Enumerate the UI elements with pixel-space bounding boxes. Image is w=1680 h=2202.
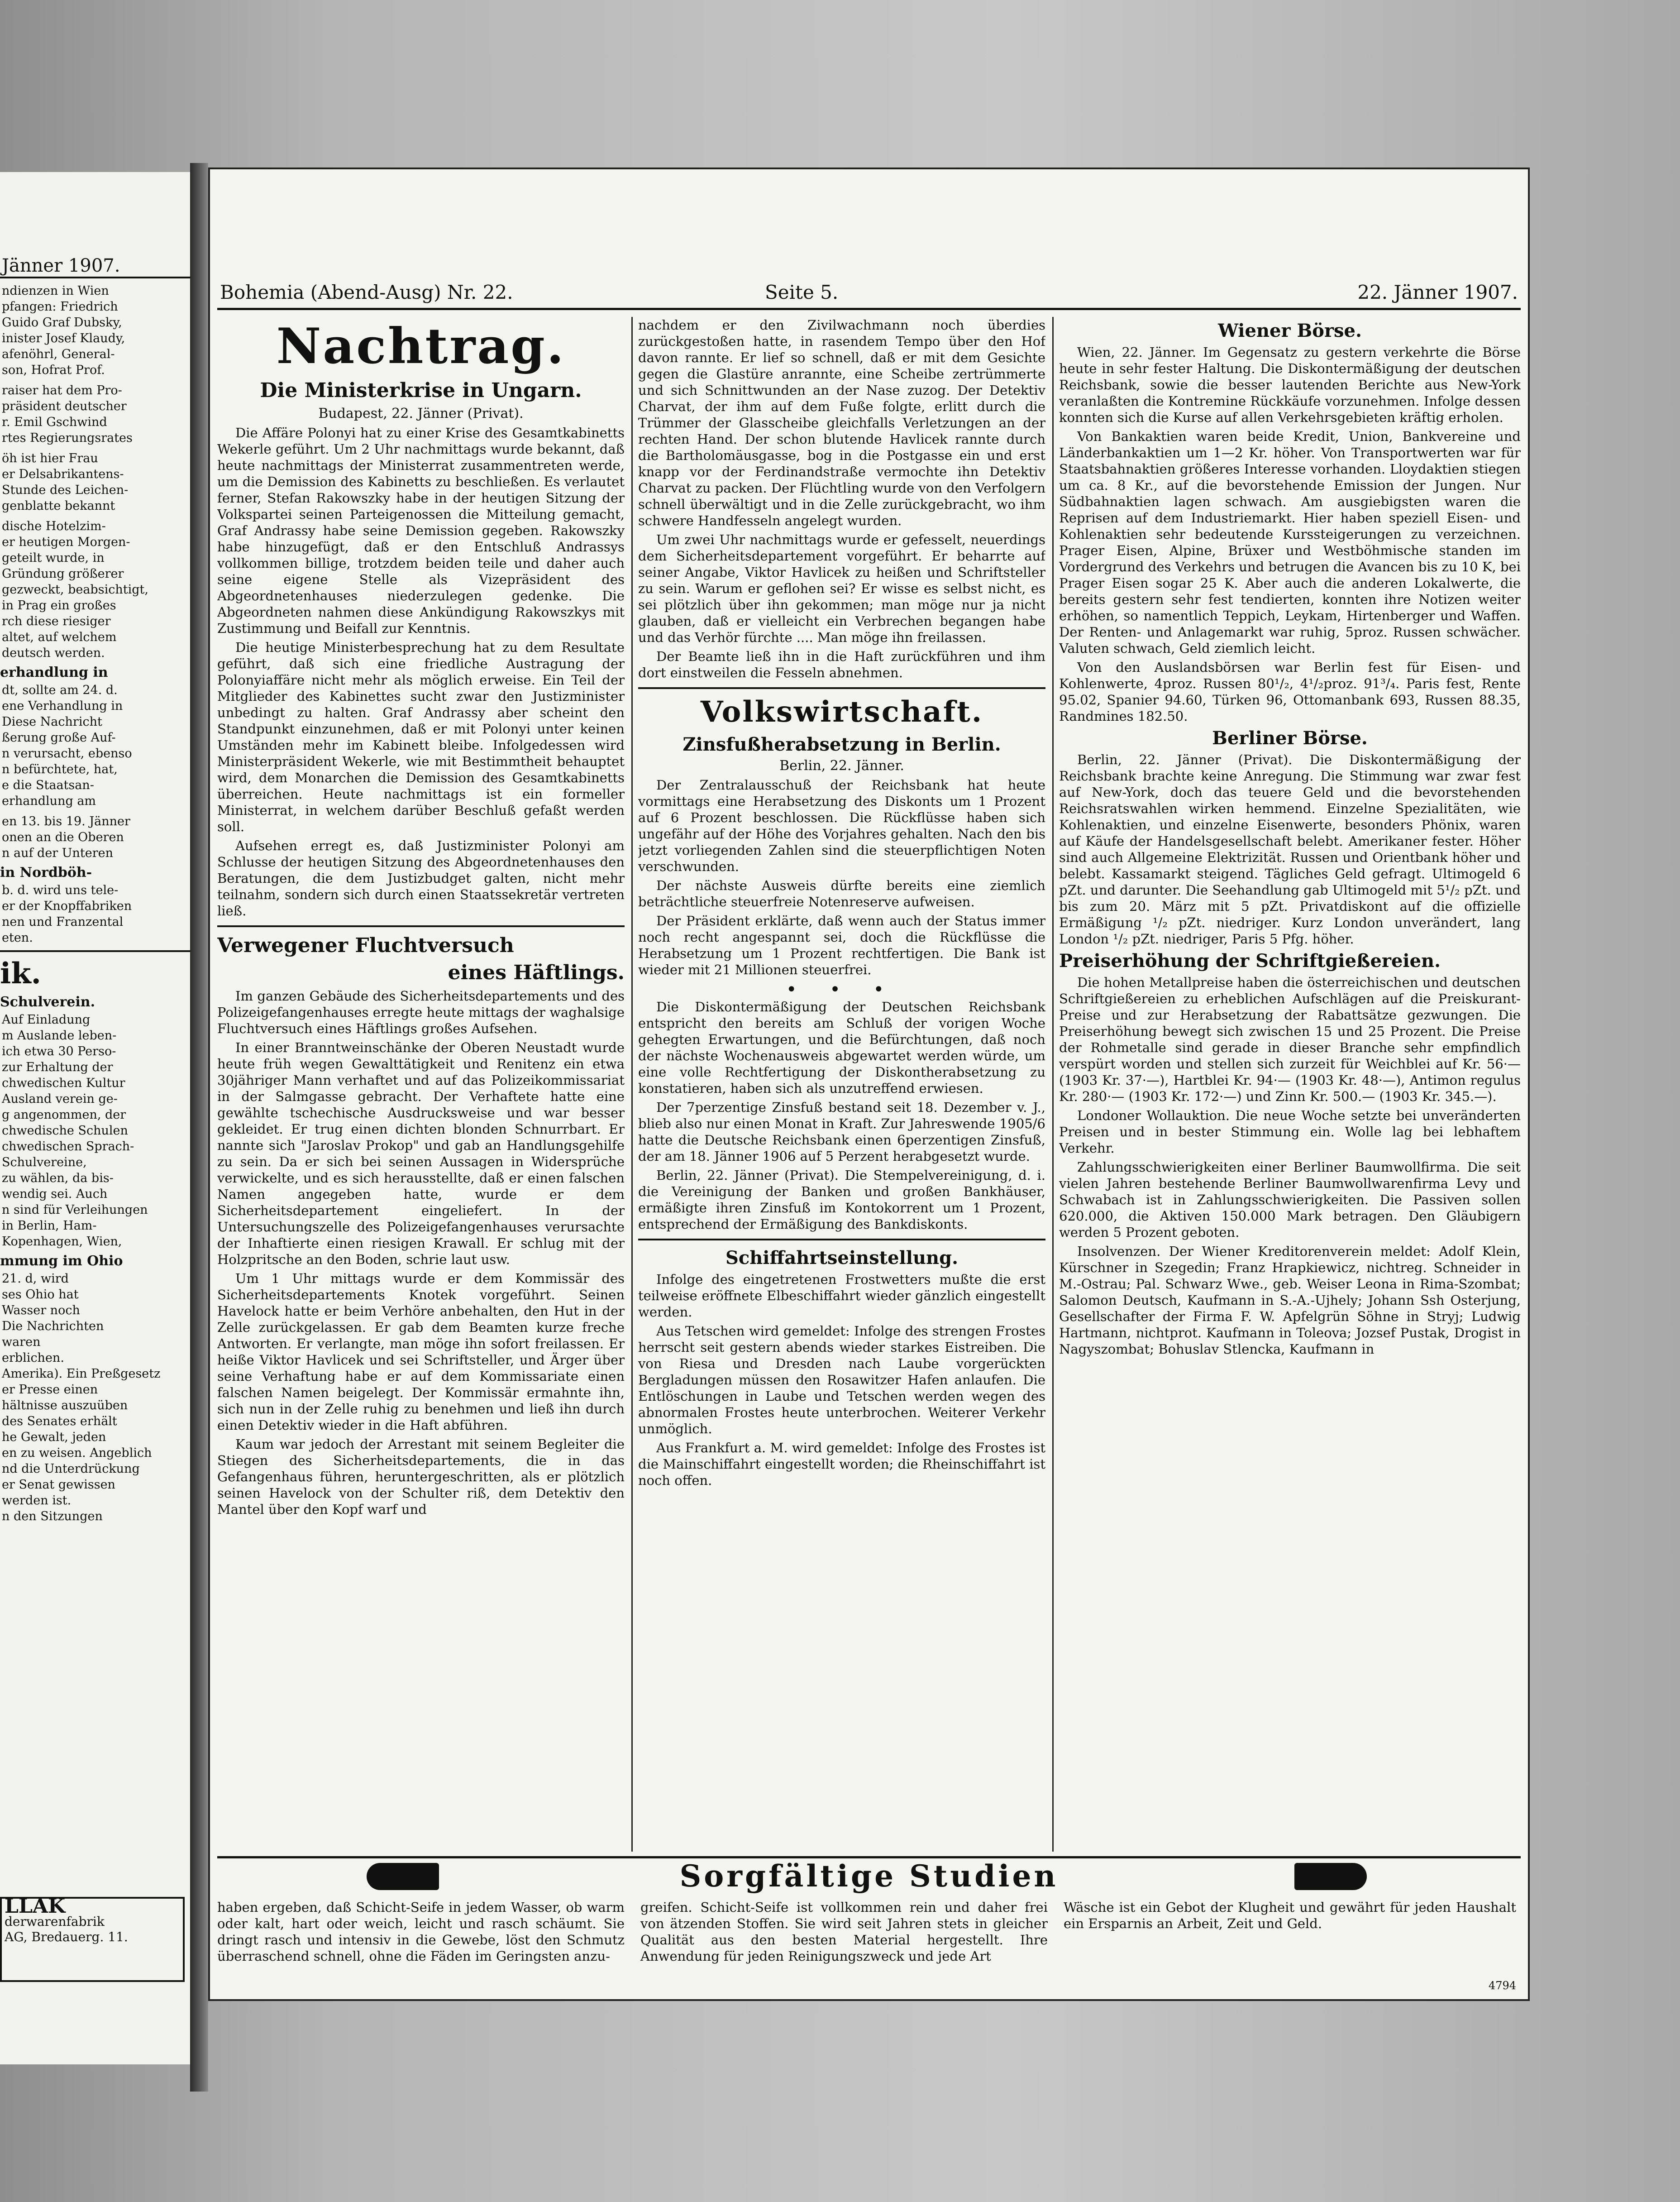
ad-column: haben ergeben, daß Schicht-Seife in jedem Wasser, ob warm oder kalt, hart oder weich, leicht und rasch schäumt. Sie dringt rasch und intensiv in die Gewebe, löst den Schmutz überraschend schnell, ohne die Fäden im Geringsten anzu- bbox=[217, 1900, 625, 1964]
left-page-line: er Senat gewissen bbox=[2, 1478, 115, 1492]
left-page-block bbox=[0, 882, 190, 946]
left-page-subhead: mmung im Ohio bbox=[0, 1253, 123, 1269]
left-page-line: des Senates erhält bbox=[2, 1414, 117, 1428]
flucht-heading-2: eines Häftlings. bbox=[448, 961, 625, 984]
left-page-line: gezweckt, beabsichtigt, bbox=[2, 583, 148, 597]
left-page-line: er heutigen Morgen- bbox=[2, 535, 130, 549]
berliner-boerse-heading: Berliner Börse. bbox=[1212, 728, 1368, 749]
article-paragraph: Wien, 22. Jänner. Im Gegensatz zu gestern verkehrte die Börse heute in sehr fester Haltung. Die Diskontermäßigung der deutschen Reichsbank, sowie die besser lautenden Berichte aus New-York veranlaßten die Kontremine Rückkäufe vorzunehmen. Infolge dessen konnten sich die Kurse auf allen Verkehrsgebieten kräftig erholen. bbox=[1059, 345, 1521, 425]
left-page-subhead: erhandlung in bbox=[0, 665, 108, 680]
left-page-line: m Auslande leben- bbox=[2, 1029, 117, 1043]
left-page-line: zur Erhaltung der bbox=[2, 1060, 113, 1074]
left-page-line: Kopenhagen, Wien, bbox=[2, 1235, 122, 1249]
left-page-line: nen und Franzental bbox=[2, 915, 124, 929]
zinsfuss-heading: Zinsfußherabsetzung in Berlin. bbox=[682, 734, 1001, 755]
left-page-block bbox=[0, 383, 190, 446]
article-paragraph: Zahlungsschwierigkeiten einer Berliner Baumwollfirma. Die seit vielen Jahren bestehende Berliner Baumwollwarenfirma Levy und Schwabach ist in Zahlungsschwierigkeiten. Die Passiven sollen 620.000, die Aktiven 150.000 Mark betragen. Den Gläubigern werden 5 Prozent geboten. bbox=[1059, 1159, 1521, 1240]
left-page-line: r. Emil Gschwind bbox=[2, 415, 107, 429]
left-page-line: ndienzen in Wien bbox=[2, 284, 109, 298]
left-page-line: Stunde des Leichen- bbox=[2, 483, 129, 497]
article-paragraph: Insolvenzen. Der Wiener Kreditorenverein meldet: Adolf Klein, Kürschner in Szegedin; Franz Hrapkiewicz, nichtreg. Schneider in M.-Ostrau; Pal. Schwarz Wwe., geb. Weiser Leona in Rima-Szombat; Salomon Deutsch, Kaufmann in S.-A.-Ujhely; Johann Ssh Osterjung, Gesellschafter der Firma F. W. Apfelgrün Söhne in Stryj; Ludwig Hartmann, nichtprot. Kaufmann in Toleova; Jozsef Pustak, Drogist in Nagyszombat; Bohuslav Stlencka, Kaufmann in bbox=[1059, 1244, 1521, 1357]
header-right: 22. Jänner 1907. bbox=[1357, 281, 1518, 303]
article-paragraph: Um zwei Uhr nachmittags wurde er gefesselt, neuerdings dem Sicherheitsdepartement vorgeführt. Er beharrte auf seiner Angabe, Viktor Havlicek zu heißen und Schriftsteller zu sein. Warum er geflohen sei? Er wisse es selbst nicht, es sei plötzlich über ihn gekommen; man möge nur ja nicht glauben, daß er vielleicht ein Verbrechen begangen habe und das Verhör fürchte .... Man möge ihn freilassen. bbox=[638, 532, 1045, 645]
left-page-line: dische Hotelzim- bbox=[2, 519, 106, 533]
left-page-date: Jänner 1907. bbox=[2, 255, 120, 276]
ad-line: LLAK bbox=[5, 1895, 66, 1918]
column-2 bbox=[638, 317, 1045, 1852]
left-page-line: onen an die Oberen bbox=[2, 830, 124, 844]
left-page-subhead: in Nordböh- bbox=[0, 865, 92, 881]
schiffahrt-heading: Schiffahrtseinstellung. bbox=[725, 1247, 959, 1269]
article-paragraph: Der Zentralausschuß der Reichsbank hat heute vormittags eine Herabsetzung des Diskonts um 1 Prozent auf 6 Prozent beschlossen. Die Rückflüsse haben sich ungefähr auf der Höhe des Vorjahres gehalten. Nach den bis jetzt vorliegenden Zahlen sind die steuerpflichtigen Noten verschwunden. bbox=[638, 777, 1045, 874]
article-paragraph: Die Diskontermäßigung der Deutschen Reichsbank entspricht den bereits am Schluß der vorigen Woche gehegten Erwartungen, und die Befürchtungen, daß noch der nächste Wochenausweis abgewartet werden würde, um eine volle Rechtfertigung der Diskontherabsetzung zu konstatieren, haben sich als unzutreffend erwiesen. bbox=[638, 999, 1045, 1096]
left-page-line: ßerung große Auf- bbox=[2, 731, 116, 745]
ad-line: AG, Bredauerg. 11. bbox=[5, 1929, 128, 1944]
left-page-heading: ik. bbox=[0, 957, 41, 991]
left-page-line: in Berlin, Ham- bbox=[2, 1219, 97, 1233]
left-page-line: chwedischen Kultur bbox=[2, 1076, 125, 1090]
pointing-hand-icon bbox=[367, 1863, 439, 1890]
header-center: Seite 5. bbox=[765, 281, 839, 303]
left-page-line: er Presse einen bbox=[2, 1383, 98, 1397]
left-page-block bbox=[0, 682, 190, 809]
left-page-line: ses Ohio hat bbox=[2, 1288, 79, 1302]
advertisement-box bbox=[0, 1897, 185, 1982]
left-page-line: geteilt wurde, in bbox=[2, 551, 105, 565]
left-page-line: Auf Einladung bbox=[2, 1013, 91, 1027]
article-paragraph: Infolge des eingetretenen Frostwetters mußte die erst teilweise eröffnete Elbeschiffahrt wieder gänzlich eingestellt werden. bbox=[638, 1272, 1045, 1320]
left-page-line: he Gewalt, jeden bbox=[2, 1430, 106, 1444]
left-page-line: Schulvereine, bbox=[2, 1155, 87, 1169]
article-paragraph: Der Präsident erklärte, daß wenn auch der Status immer noch recht angespannt sei, doch die Rückflüsse die Herabsetzung um 1 Prozent rechtfertigen. Die Bank ist wieder mit 21 Millionen steuerfrei. bbox=[638, 913, 1045, 977]
article-paragraph: Berlin, 22. Jänner (Privat). Die Stempelvereinigung, d. i. die Vereinigung der Banken und großen Bankhäuser, ermäßigte ihren Zinsfuß im Kontokorrent um 1 Prozent, entsprechend der Ermäßigung des Bankdiskonts. bbox=[638, 1168, 1045, 1232]
left-page-block bbox=[0, 814, 190, 861]
left-page-line: dt, sollte am 24. d. bbox=[2, 683, 118, 697]
left-page-subhead: Schulverein. bbox=[0, 994, 95, 1010]
left-page-line: chwedische Schulen bbox=[2, 1124, 128, 1138]
left-page-block bbox=[0, 283, 190, 378]
header-left: Bohemia (Abend-Ausg) Nr. 22. bbox=[220, 281, 513, 303]
left-page-line: n den Sitzungen bbox=[2, 1509, 103, 1523]
left-page-line: afenöhrl, General- bbox=[2, 347, 115, 361]
left-page-line: waren bbox=[2, 1335, 41, 1349]
left-page-fragment bbox=[0, 172, 193, 2064]
left-page-line: Wasser noch bbox=[2, 1303, 80, 1317]
left-page-line: pfangen: Friedrich bbox=[2, 300, 118, 314]
left-page-line: er Delsabrikantens- bbox=[2, 467, 124, 481]
left-page-line: chwedischen Sprach- bbox=[2, 1139, 134, 1154]
flucht-heading: Verwegener Fluchtversuch bbox=[217, 934, 514, 957]
left-page-line: n verursacht, ebenso bbox=[2, 747, 132, 761]
left-page-line: e die Staatsan- bbox=[2, 778, 94, 792]
pointing-hand-icon bbox=[1294, 1863, 1367, 1890]
article-paragraph: In einer Branntweinschänke der Oberen Neustadt wurde heute früh wegen Gewalttätigkeit und Renitenz ein etwa 30jähriger Mann verhaftet und auf das Polizeikommissariat in der Salmgasse gebracht. Der Verhaftete hatte eine gewählte tschechische Ausdrucksweise und war besser gekleidet. Er trug einen dichten blonden Schnurrbart. Er nannte sich "Jaroslav Prokop" und gab an Handlungsgehilfe zu sein. Da er sich bei seinen Aussagen in Widersprüche verwickelte, und es sich herausstellte, daß er einen falschen Namen angegeben hatte, wurde er dem Sicherheitsdepartement eingeliefert. In der Untersuchungszelle des Polizeigefangenhauses verursachte der Inhaftierte einen riesigen Krawall. Er schlug mit der Holzpritsche an den Boden, schrie laut usw. bbox=[217, 1040, 625, 1267]
left-page-line: Gründung größerer bbox=[2, 567, 124, 581]
article-paragraph: Die Affäre Polonyi hat zu einer Krise des Gesamtkabinetts Wekerle geführt. Um 2 Uhr nachmittags wurde bekannt, daß heute nachmittags der Ministerrat zusammentreten werde, um die Demission des Kabinetts zu beschließen. Es verlautet ferner, Stefan Rakowszky habe in der heutigen Sitzung der Volkspartei seinen Parteigenossen die Mitteilung gemacht, Graf Andrassy habe seine Demission gegeben. Rakowszky habe hinzugefügt, daß er den Entschluß Andrassys vollkommen billige, trotzdem beiden teile und daher auch seine eigene Stelle als Vizepräsident des Abgeordnetenhauses niederzulegen gedenke. Die Abgeordneten nahmen diese Ankündigung Rakowszkys mit Zustimmung und Beifall zur Kenntnis. bbox=[217, 425, 625, 636]
article-paragraph: Um 1 Uhr mittags wurde er dem Kommissär des Sicherheitsdepartements Knotek vorgeführt. Seinen Havelock hatte er beim Verhöre anbehalten, den Hut in der Zelle zurückgelassen. Er gab dem Beamten kurze freche Antworten. Er verlangte, man möge ihn sofort freilassen. Er heiße Viktor Havlicek und sei Schriftsteller, und Ärger über seine Verhaftung habe er auf dem Kommissariate einen falschen Namen beigelegt. Der Kommissär ermahnte ihn, sich nun in der Zelle ruhig zu benehmen und ließ ihn durch einen Detektiv wieder in die Haft abführen. bbox=[217, 1271, 625, 1433]
article-paragraph: Von den Auslandsbörsen war Berlin fest für Eisen- und Kohlenwerte, 4proz. Russen 80¹/₂, 4¹/₂proz. 91³/₄. Paris fest, Rente 95.02, Spanier 94.60, Türken 96, Ottomanbank 693, Russen 88.35, Randmines 182.50. bbox=[1059, 660, 1521, 724]
left-page-line: öh ist hier Frau bbox=[2, 451, 98, 465]
wiener-boerse-heading: Wiener Börse. bbox=[1218, 320, 1362, 341]
left-page-line: Ausland verein ge- bbox=[2, 1092, 118, 1106]
left-page-line: raiser hat dem Pro- bbox=[2, 383, 122, 397]
volkswirtschaft-heading: Volkswirtschaft. bbox=[700, 695, 983, 729]
newspaper-page bbox=[208, 168, 1530, 2001]
article-paragraph: Von Bankaktien waren beide Kredit, Union, Bankvereine und Länderbankaktien um 1—2 Kr. höher. Von Transportwerten war für Staatsbahnaktien größeres Interesse vorhanden. Lloydaktien stiegen um ca. 8 Kr., auf die bevorstehende Emission der Jungen. Nur Südbahnaktien lagen schwach. Am ausgiebigsten waren die Reprisen auf dem Industriemarkt. Hier haben speziell Eisen- und Kohlenaktien sehr bedeutende Kurssteigerungen zu verzeichnen. Prager Eisen, Alpine, Brüxer und Westböhmische standen im Vordergrund des Verkehrs und betrugen die Avancen bis zu 10 K, bei Prager Eisen sogar 25 K. Aber auch die anderen Lokalwerte, die bereits gestern sehr fest tendierten, konnten ihre Notizen weiter erhöhen, so namentlich Teppich, Leykam, Hirtenberger und Waffen. Der Renten- und Anlagemarkt war ruhig, 5proz. Russen schwächer. Valuten schwach, Geld ziemlich leicht. bbox=[1059, 429, 1521, 656]
left-page-line: er der Knopffabriken bbox=[2, 899, 132, 913]
article-paragraph: Im ganzen Gebäude des Sicherheitsdepartements und des Polizeigefangenhauses erregte heute mittags der waghalsige Fluchtversuch eines Häftlings großes Aufsehen. bbox=[217, 988, 625, 1036]
left-page-line: n auf der Unteren bbox=[2, 846, 114, 860]
left-page-line: n sind für Verleihungen bbox=[2, 1203, 148, 1217]
preiserhoehung-heading: Preiserhöhung der Schriftgießereien. bbox=[1059, 950, 1441, 972]
left-page-line: Diese Nachricht bbox=[2, 715, 102, 729]
left-page-line: rtes Regierungsrates bbox=[2, 431, 133, 445]
dateline: Berlin, 22. Jänner. bbox=[779, 758, 904, 774]
article-paragraph: Aufsehen erregt es, daß Justizminister Polonyi am Schlusse der heutigen Sitzung des Abgeordnetenhauses den Beratungen, die dem Justizbudget galten, nicht mehr teilnahm, sondern sich durch einen Staatssekretär vertreten ließ. bbox=[217, 838, 625, 919]
left-page-line: wendig sei. Auch bbox=[2, 1187, 108, 1201]
dateline: Budapest, 22. Jänner (Privat). bbox=[318, 406, 524, 421]
left-page-line: in Prag ein großes bbox=[2, 598, 116, 613]
left-page-line: genblatte bekannt bbox=[2, 499, 115, 513]
left-page-line: en zu weisen. Angeblich bbox=[2, 1446, 152, 1460]
article-paragraph: Der Beamte ließ ihn in die Haft zurückführen und ihm dort einstweilen die Fesseln abnehmen. bbox=[638, 649, 1045, 680]
imprint-number: 4794 bbox=[1488, 1979, 1516, 1992]
left-page-line: Amerika). Ein Preßgesetz bbox=[2, 1367, 161, 1381]
nachtrag-title: Nachtrag. bbox=[276, 318, 566, 375]
article-paragraph: Aus Frankfurt a. M. wird gemeldet: Infolge des Frostes ist die Mainschiffahrt eingestellt worden; die Rheinschiffahrt ist noch offen. bbox=[638, 1440, 1045, 1488]
left-page-line: präsident deutscher bbox=[2, 399, 127, 413]
left-page-line: altet, auf welchem bbox=[2, 630, 117, 644]
page-header bbox=[217, 272, 1521, 310]
left-page-line: son, Hofrat Prof. bbox=[2, 363, 105, 377]
left-page-line: Die Nachrichten bbox=[2, 1319, 104, 1333]
article-paragraph: Die heutige Ministerbesprechung hat zu dem Resultate geführt, daß sich eine friedliche Austragung der Polonyiaffäre nicht mehr als möglich erweise. Ein Teil der Mitglieder des Kabinettes sucht zwar den Justizminister unbedingt zu halten. Graf Andrassy aber scheint den Standpunkt einzunehmen, daß er mit Polonyi unter keinen Umständen mehr im Kabinett bleibe. Infolgedessen wird Ministerpräsident Wekerle, wie mit Bestimmtheit behauptet wird, dem Monarchen die Demission des Gesamtkabinetts überreichen. Heute nachmittags ist ein formeller Ministerrat, in welchem darüber Beschluß gefaßt werden soll. bbox=[217, 640, 625, 834]
left-page-block bbox=[0, 450, 190, 514]
article-paragraph: Kaum war jedoch der Arrestant mit seinem Begleiter die Stiegen des Sicherheitsdepartements, die in das Gefangenhaus führen, heruntergeschritten, als er plötzlich seinen Havelock von der Schulter riß, dem Detektiv den Mantel über den Kopf warf und bbox=[217, 1436, 625, 1517]
ad-column: Wäsche ist ein Gebot der Klugheit und gewährt für jeden Haushalt ein Ersparnis an Arbeit, Zeit und Geld. bbox=[1064, 1900, 1516, 1931]
article-paragraph: Der 7perzentige Zinsfuß bestand seit 18. Dezember v. J., blieb also nur einen Monat in Kraft. Zur Jahreswende 1905/6 hatte die Deutsche Reichsbank einen 6perzentigen Zinsfuß, der am 18. Jänner 1906 auf 5 Perzent herabgesetzt wurde. bbox=[638, 1100, 1045, 1164]
left-page-line: eten. bbox=[2, 931, 33, 945]
column-3 bbox=[1059, 317, 1521, 1852]
column-1 bbox=[217, 317, 625, 1852]
soap-advertisement bbox=[217, 1856, 1521, 1981]
left-page-line: g angenommen, der bbox=[2, 1108, 126, 1122]
ad-banner: Sorgfältige Studien bbox=[679, 1858, 1059, 1894]
left-page-line: erhandlung am bbox=[2, 794, 96, 808]
ministerkrise-heading: Die Ministerkrise in Ungarn. bbox=[260, 379, 582, 402]
left-page-line: zu wählen, da bis- bbox=[2, 1171, 114, 1185]
left-page-block bbox=[0, 1271, 190, 1524]
left-page-line: 21. d, wird bbox=[2, 1272, 69, 1286]
left-page-line: hältnisse auszuüben bbox=[2, 1398, 128, 1412]
left-page-line: deutsch werden. bbox=[2, 646, 105, 660]
article-paragraph: Die hohen Metallpreise haben die österreichischen und deutschen Schriftgießereien zu erheblichen Aufschlägen auf die Preiskurant-Preise und zur Herabsetzung der Rabattsätze gezwungen. Die Preiserhöhung bewegt sich zwischen 15 und 25 Prozent. Die Preise der Rohmetalle sind gerade in dieser Branche sehr empfindlich verspürt worden und stellen sich zurzeit für Weichblei auf Kr. 56·— (1903 Kr. 37·—), Hartblei Kr. 94·— (1903 Kr. 48·—), Antimon regulus Kr. 280·— (1903 Kr. 172·—) und Zinn Kr. 500.— (1903 Kr. 345.—). bbox=[1059, 975, 1521, 1104]
article-paragraph: Aus Tetschen wird gemeldet: Infolge des strengen Frostes herrscht seit gestern abends wieder starkes Eistreiben. Die von Riesa und Dresden nach Laube vorgerückten Bergladungen müssen den Rosawitzer Hafen anlaufen. Die Entlöschungen in Laube und Tetschen werden wegen des abnormalen Frostes heute unterbrochen. Weiterer Verkehr unmöglich. bbox=[638, 1323, 1045, 1436]
left-page-line: rch diese riesiger bbox=[2, 614, 111, 628]
left-page-line: en 13. bis 19. Jänner bbox=[2, 814, 130, 828]
left-page-block bbox=[0, 518, 190, 661]
left-page-line: Guido Graf Dubsky, bbox=[2, 316, 122, 330]
left-page-line: werden ist. bbox=[2, 1494, 72, 1508]
left-page-line: b. d. wird uns tele- bbox=[2, 883, 119, 897]
left-page-line: nd die Unterdrückung bbox=[2, 1462, 140, 1476]
left-page-line: ene Verhandlung in bbox=[2, 699, 123, 713]
ad-line: derwarenfabrik bbox=[5, 1914, 105, 1929]
article-paragraph: Der nächste Ausweis dürfte bereits eine ziemlich beträchtliche steuerfreie Notenreserve aufweisen. bbox=[638, 878, 1045, 910]
left-page-block bbox=[0, 1012, 190, 1249]
ad-column: greifen. Schicht-Seife ist vollkommen rein und daher frei von ätzenden Stoffen. Sie wird seit Jahren stets in gleicher Qualität aus den besten Material hergestellt. Ihre Anwendung für jeden Reinigungszweck und jede Art bbox=[640, 1900, 1048, 1964]
article-paragraph: nachdem er den Zivilwachmann noch überdies zurückgestoßen hatte, in rasendem Tempo über den Hof davon rannte. Er lief so schnell, daß er mit dem Gesichte gegen die Glastüre anrannte, eine Scheibe zertrümmerte und sich Schnittwunden an der Nase zuzog. Der Detektiv Charvat, der ihm auf dem Fuße folgte, erlitt durch die Trümmer der Glasscheibe gleichfalls Verletzungen an der rechten Hand. Der schon blutende Havlicek rannte durch die Bartholomäusgasse, bog in die Postgasse ein und erst knapp vor der Ferdinandstraße vermochte ihn Detektiv Charvat zu packen. Der Flüchtling wurde von den Verfolgern schnell überwältigt und in die Zelle zurückgebracht, wo ihm schwere Handfesseln angelegt wurden. bbox=[638, 317, 1045, 528]
article-paragraph: Londoner Wollauktion. Die neue Woche setzte bei unveränderten Preisen und in bester Stimmung ein. Wolle lag bei lebhaftem Verkehr. bbox=[1059, 1108, 1521, 1156]
left-page-line: ich etwa 30 Perso- bbox=[2, 1044, 116, 1058]
left-page-line: inister Josef Klaudy, bbox=[2, 331, 125, 345]
left-page-line: erblichen. bbox=[2, 1351, 64, 1365]
book-spine bbox=[190, 163, 208, 2092]
article-paragraph: Berlin, 22. Jänner (Privat). Die Diskontermäßigung der Reichsbank brachte keine Anregung. Die Stimmung war zwar fest auf New-York, doch das teuere Geld und die bevorstehenden Reichsratswahlen wirken hemmend. Einzelne Spezialitäten, wie Kohlenaktien, und einzelne Eisenwerte, besonders Phönix, waren auf Käufe der Handelsgesellschaft belebt. Amerikaner fester. Höher sind auch Allgemeine Elektrizität. Russen und Orientbank höher und belebt. Kassamarkt steigend. Tägliches Geld gefragt. Ultimogeld 6 pZt. und darunter. Die Seehandlung gab Ultimogeld mit 5¹/₂ pZt. und bis zum 20. März mit 5 pZt. Privatdiskont auf die offizielle Ermäßigung ¹/₂ pZt. niedriger. Kurz London unverändert, lang London ¹/₂ pZt. niedriger, Paris 5 Pfg. höher. bbox=[1059, 752, 1521, 947]
separator-dots: • • • bbox=[786, 979, 898, 1000]
left-page-line: n befürchtete, hat, bbox=[2, 762, 118, 776]
